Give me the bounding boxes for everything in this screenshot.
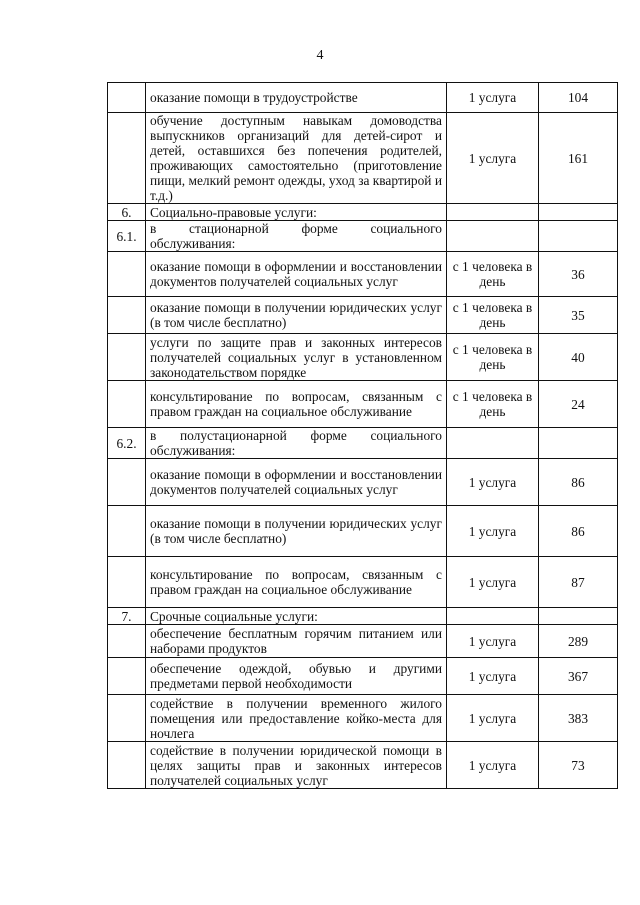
row-number [108, 113, 146, 204]
unit-of-measure: 1 услуга [447, 83, 539, 113]
table-row [108, 113, 618, 204]
unit-of-measure: с 1 человека в день [447, 252, 539, 297]
unit-of-measure: 1 услуга [447, 557, 539, 608]
tariff-value: 24 [539, 381, 618, 428]
table-row [108, 742, 618, 789]
unit-of-measure: 1 услуга [447, 459, 539, 506]
service-name: Срочные социальные услуги: [146, 608, 447, 625]
service-name: обучение доступным навыкам домоводства выпускников организаций для детей-сирот и детей, оставшихся без попечения родителей, проживающих самостоятельно (приготовление пищи, мелкий ремонт одежды, уход за квартирой и т.д.) [146, 113, 447, 204]
tariff-value: 86 [539, 459, 618, 506]
service-name: услуги по защите прав и законных интересов получателей социальных услуг в установленном законодательством порядке [146, 334, 447, 381]
service-name: оказание помощи в оформлении и восстановлении документов получателей социальных услуг [146, 459, 447, 506]
tariff-value [539, 428, 618, 459]
table-row [108, 658, 618, 695]
tariff-value: 73 [539, 742, 618, 789]
table-row [108, 204, 618, 221]
unit-of-measure: 1 услуга [447, 506, 539, 557]
service-name: оказание помощи в трудоустройстве [146, 83, 447, 113]
unit-of-measure: 1 услуга [447, 113, 539, 204]
table-row [108, 381, 618, 428]
service-name: оказание помощи в получении юридических услуг (в том числе бесплатно) [146, 297, 447, 334]
service-name: консультирование по вопросам, связанным с правом граждан на социальное обслуживание [146, 381, 447, 428]
unit-of-measure [447, 204, 539, 221]
unit-of-measure: с 1 человека в день [447, 297, 539, 334]
table-row [108, 608, 618, 625]
table-row [108, 695, 618, 742]
row-number [108, 459, 146, 506]
service-name: в стационарной форме социального обслуживания: [146, 221, 447, 252]
row-number [108, 695, 146, 742]
row-number: 6.2. [108, 428, 146, 459]
tariff-value [539, 204, 618, 221]
row-number [108, 658, 146, 695]
unit-of-measure: 1 услуга [447, 625, 539, 658]
service-name: Социально-правовые услуги: [146, 204, 447, 221]
tariff-value: 87 [539, 557, 618, 608]
table-row [108, 625, 618, 658]
service-name: консультирование по вопросам, связанным с правом граждан на социальное обслуживание [146, 557, 447, 608]
row-number [108, 381, 146, 428]
unit-of-measure: 1 услуга [447, 658, 539, 695]
tariff-value: 104 [539, 83, 618, 113]
service-name: содействие в получении юридической помощи в целях защиты прав и законных интересов получателей социальных услуг [146, 742, 447, 789]
table-row [108, 428, 618, 459]
table-row [108, 297, 618, 334]
service-name: содействие в получении временного жилого помещения или предоставление койко-места для ночлега [146, 695, 447, 742]
table-row [108, 252, 618, 297]
unit-of-measure [447, 608, 539, 625]
unit-of-measure [447, 221, 539, 252]
row-number: 6. [108, 204, 146, 221]
services-table-body [108, 83, 618, 789]
row-number: 6.1. [108, 221, 146, 252]
table-row [108, 557, 618, 608]
service-name: оказание помощи в оформлении и восстановлении документов получателей социальных услуг [146, 252, 447, 297]
row-number [108, 334, 146, 381]
service-name: в полустационарной форме социального обслуживания: [146, 428, 447, 459]
service-name: обеспечение бесплатным горячим питанием или наборами продуктов [146, 625, 447, 658]
unit-of-measure [447, 428, 539, 459]
unit-of-measure: с 1 человека в день [447, 334, 539, 381]
tariff-value [539, 221, 618, 252]
unit-of-measure: 1 услуга [447, 695, 539, 742]
table-row [108, 459, 618, 506]
tariff-value: 35 [539, 297, 618, 334]
row-number: 7. [108, 608, 146, 625]
tariff-value: 289 [539, 625, 618, 658]
table-row [108, 334, 618, 381]
service-name: обеспечение одеждой, обувью и другими предметами первой необходимости [146, 658, 447, 695]
unit-of-measure: с 1 человека в день [447, 381, 539, 428]
table-row [108, 83, 618, 113]
row-number [108, 625, 146, 658]
row-number [108, 252, 146, 297]
row-number [108, 297, 146, 334]
tariff-value: 86 [539, 506, 618, 557]
tariff-value: 367 [539, 658, 618, 695]
table-row [108, 506, 618, 557]
service-name: оказание помощи в получении юридических услуг (в том числе бесплатно) [146, 506, 447, 557]
tariff-value: 40 [539, 334, 618, 381]
row-number [108, 83, 146, 113]
tariff-value: 36 [539, 252, 618, 297]
services-table [107, 82, 618, 789]
unit-of-measure: 1 услуга [447, 742, 539, 789]
row-number [108, 742, 146, 789]
row-number [108, 557, 146, 608]
tariff-value: 383 [539, 695, 618, 742]
tariff-value: 161 [539, 113, 618, 204]
table-row [108, 221, 618, 252]
page-number: 4 [316, 48, 324, 63]
tariff-value [539, 608, 618, 625]
row-number [108, 506, 146, 557]
